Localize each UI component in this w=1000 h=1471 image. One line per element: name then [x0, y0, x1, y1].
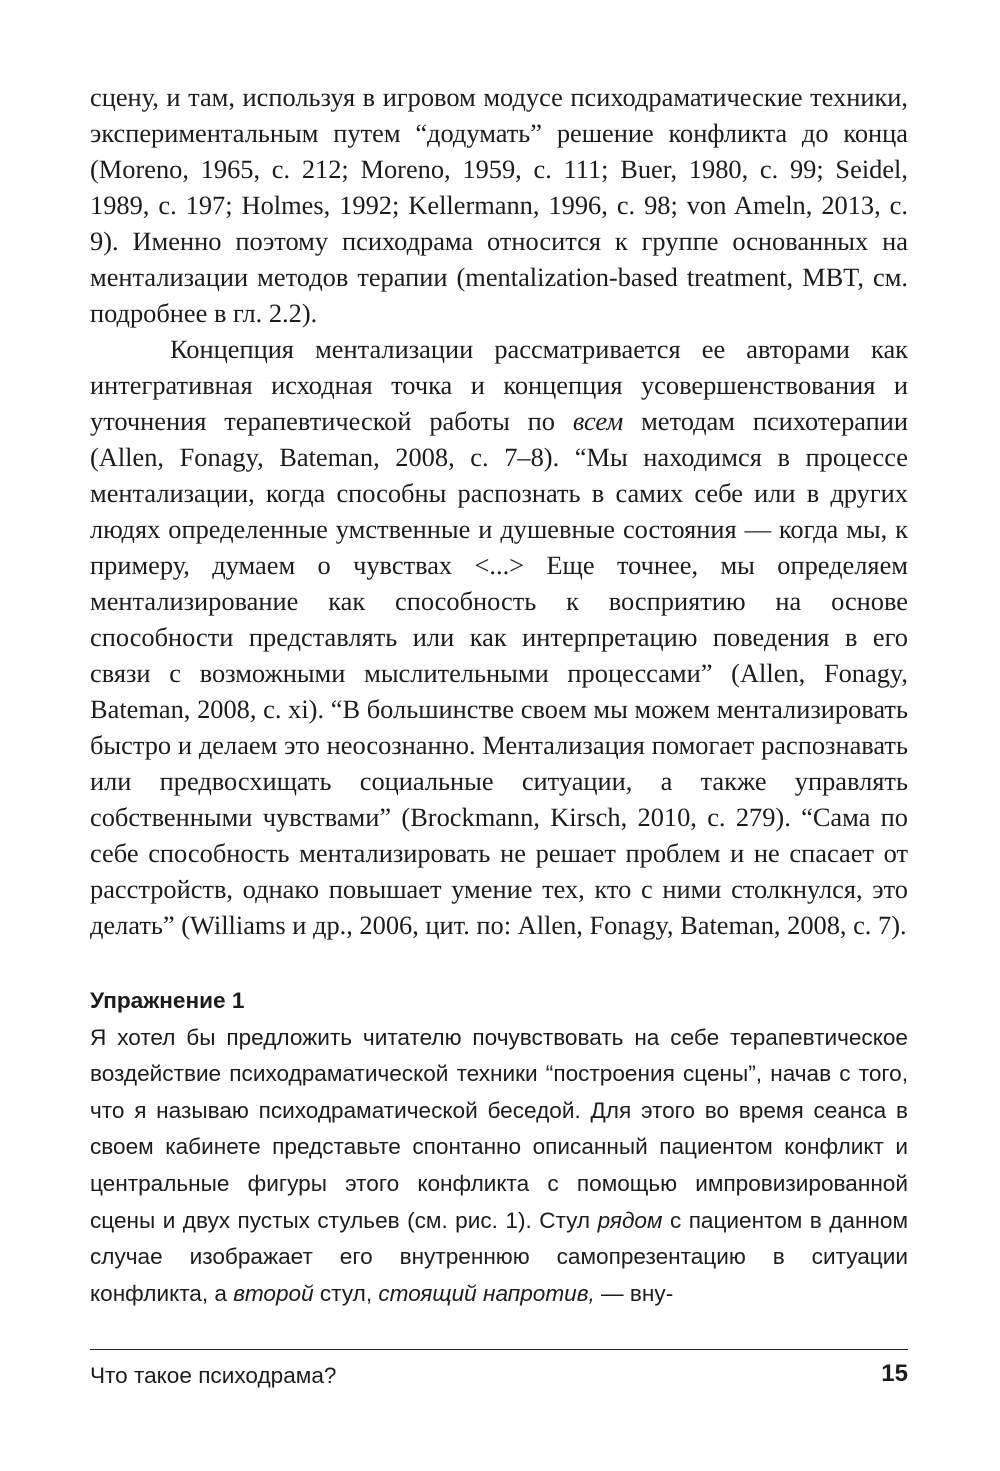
exercise-text-part: с пациентом в данном случае изображает его внутреннюю самопрезентацию в ситуации конфликта, а [90, 1207, 908, 1306]
exercise-text-part: Я хотел бы предложить читателю почувствовать на себе терапевтическое воздействие психодраматической техники “построения сцены”, начав с того, что я называю психодраматической беседой. Для этого во время сеанса в своем кабинете представьте спонтанно описанный пациентом конфликт и центральные фигуры этого конфликта с помощью импровизированной сцены и двух пустых стульев (см. рис. 1). Стул [90, 1024, 908, 1233]
emphasis-word: всем [572, 406, 624, 436]
exercise-text-part: — вну- [594, 1280, 674, 1306]
body-paragraph-2 [90, 331, 908, 943]
page-number: 15 [881, 1360, 908, 1387]
exercise-heading: Упражнение 1 [90, 988, 245, 1013]
paragraph-text-part: Концепция ментализации рассматривается ее авторами как интегративная исходная точка и концепция усовершенствования и уточнения терапевтической работы по [90, 334, 908, 436]
paragraph-text [90, 331, 908, 943]
exercise-section [90, 983, 908, 1312]
footer-divider [90, 1349, 908, 1350]
paragraph-text-part: методам психотерапии (Allen, Fonagy, Bateman, 2008, с. 7–8). “Мы находимся в процессе ментализации, когда способны распознать в самих себе или в других людях определенные умственные и душевные состояния — когда мы, к примеру, думаем о чувствах <...> Еще точнее, мы определяем ментализирование как способность к восприятию на основе способности представлять или как интерпретацию поведения в его связи с возможными мыслительными процессами” (Allen, Fonagy, Bateman, 2008, с. xi). “В большинстве своем мы можем ментализировать быстро и делаем это неосознанно. Ментализация помогает распознавать или предвосхищать социальные ситуации, а также управлять собственными чувствами” (Brockmann, Kirsch, 2010, с. 279). “Сама по себе способность ментализировать не решает проблем и не спасает от расстройств, однако повышает умение тех, кто с ними столкнулся, это делать” (Williams и др., 2006, цит. по: Allen, Fonagy, Bateman, 2008, с. 7). [90, 406, 908, 940]
exercise-text [90, 1020, 908, 1313]
body-paragraph-1 [90, 79, 908, 331]
emphasis-word: второй [233, 1280, 314, 1306]
emphasis-word: рядом [597, 1207, 663, 1233]
paragraph-text: сцену, и там, используя в игровом модусе психодраматические техники, экспериментальным путем “додумать” решение конфликта до конца (Moreno, 1965, с. 212; Moreno, 1959, с. 111; Buer, 1980, с. 99; Seidel, 1989, с. 197; Holmes, 1992; Kellermann, 1996, с. 98; von Ameln, 2013, с. 9). Именно поэтому психодрама относится к группе основанных на ментализации методов терапии (mentalization-based treatment, MBT, см. подробнее в гл. 2.2). [90, 82, 908, 328]
emphasis-word: стоящий напротив, [378, 1280, 595, 1306]
exercise-text-part: стул, [313, 1280, 379, 1306]
running-footer-title: Что такое психодрама? [90, 1363, 337, 1388]
